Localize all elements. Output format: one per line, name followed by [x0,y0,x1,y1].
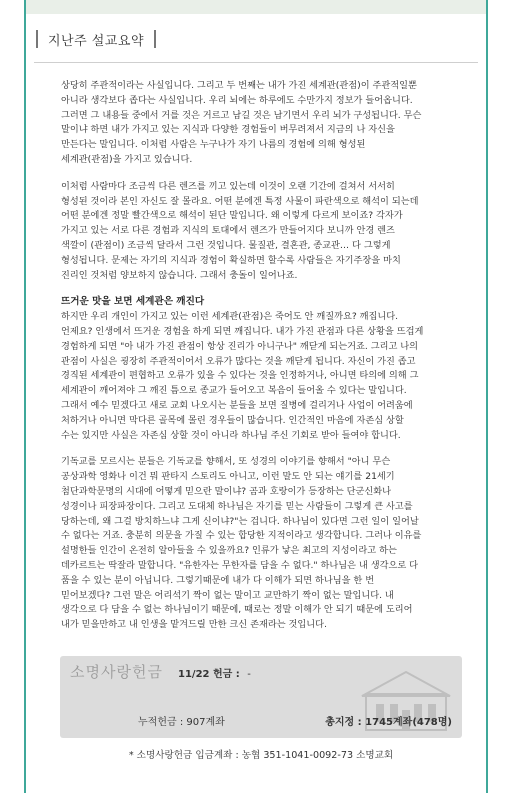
header-divider-right [154,30,156,48]
account-info: * 소명사랑헌금 입금계좌 : 농협 351-1041-0092-73 소명교회 [128,750,394,761]
paragraph-3: 하지만 우리 개인이 가지고 있는 이런 세계관(관점)은 죽어도 안 깨질까요? 깨집니다. 언제요? 인생에서 뜨거운 경험을 하게 되면 깨집니다. 내가 가진 관점과 다른 상황을 뜨겁게 경험하게 되면 "아 내가 가진 관점이 항상 진리가 아니구나" 깨닫게 되는거죠. 그리고 나의 관점이 사실은 굉장히 주관적이어서 오류가 많다는 것을 깨닫게 됩니다. 자신이 가진 좁고 경직된 세계관이 편협하고 오류가 있을 수 있다는 것을 인정하거나, 아니면 타의에 의해 그 세계관이 깨어져야 그 깨진 틈으로 종교가 들어오고 복음이 들어올 수 있다는 말입니다. 그래서 예수 믿겠다고 새로 교회 나오시는 분들을 보면 질병에 걸리거나 사업이 어려움에 처하거나 아니면 막다른 골목에 몰린 경우들이 많습니다. 인간적인 마음에 자존심 상할 수는 있지만 사실은 자존심 상할 것이 아니라 하나님 주신 기회로 받아 들여야 합니다. [61,311,424,441]
weekly-offering-value: - [247,669,251,680]
cumulative-offering: 누적헌금 : 907계좌 [138,717,225,728]
weekly-offering-label: 11/22 헌금 : [178,669,240,680]
total-designated: 총지정 : 1745계좌(478명) [325,717,452,728]
offering-box [60,656,462,738]
offering-brand: 소명사랑헌금 [70,663,163,681]
section-heading: 뜨거운 맛을 보면 세계관은 깨진다 [61,296,205,308]
paragraph-4: 기독교를 모르시는 분들은 기독교를 향해서, 또 성경의 이야기를 향해서 "아니 무슨 공상과학 영화나 이건 뭐 판타지 스토리도 아니고, 이런 말도 안 되는 얘기를 21세기 첨단과학문명의 시대에 어떻게 믿으란 말이냐? 곰과 호랑이가 등장하는 단군신화나 성경이나 피장파장이다. 그리고 도대체 하나님은 자기를 믿는 사람들이 그렇게 큰 사고를 당하는데, 왜 그걸 방치하느냐 그게 신이냐?"는 겁니다. 하나님이 있다면 그런 일이 일어날 수 없다는 거죠. 충분히 의문을 가질 수 있는 합당한 지적이라고 생각합니다. 그러나 이유를 설명한들 인간이 온전히 알아들을 수 있을까요? 인류가 낳은 최고의 지성이라고 하는 데카르트는 딱잘라 말합니다. "유한자는 무한자를 담을 수 없다." 하나님은 내 생각으로 다 품을 수 있는 분이 아닙니다. 그렇기때문에 내가 다 이해가 되면 하나님을 한 번 믿어보겠다? 그런 말은 어리석기 짝이 없는 말이고 교만하기 짝이 없는 말입니다. 내 생각으로 다 담을 수 없는 하나님이기 때문에, 때로는 정말 이해가 안 되기 때문에 도리어 내가 믿을만하고 내 인생을 맡겨드릴 만한 크신 존재라는 것입니다. [61,456,422,631]
sermon-summary-body [61,79,455,645]
paragraph-1: 상당히 주관적이라는 사실입니다. 그리고 두 번째는 내가 가진 세계관(관점)이 주관적일뿐 아니라 생각보다 좁다는 사실입니다. 우리 뇌에는 하루에도 수만가지 정보가 들어옵니다. 그러면 그 내용들 중에서 거를 것은 거르고 남길 것은 남기면서 우리 뇌가 구성됩니다. 무슨 말이냐 하면 내가 가지고 있는 지식과 다양한 경험들이 버무려져서 지금의 나 자신을 만든다는 말입니다. 이처럼 사람은 누구나가 자기 나름의 경험에 의해 형성된 세계관(관점)을 가지고 있습니다. [61,80,422,165]
weekly-offering [178,665,251,680]
left-frame-line [24,0,26,793]
header-divider-left [36,30,38,48]
right-frame-line [486,0,488,793]
page-header [36,24,476,54]
paragraph-2: 이처럼 사람마다 조금씩 다른 렌즈를 끼고 있는데 이것이 오랜 기간에 걸쳐서 서서히 형성된 것이라 본인 자신도 잘 몰라요. 어떤 분에겐 특정 사물이 파란색으로 해석이 되는데 어떤 분에겐 정말 빨간색으로 해석이 된단 말입니다. 왜 이렇게 다르게 보이죠? 각자가 가지고 있는 서로 다른 경험과 지식의 토대에서 렌즈가 만들어지다 보니까 안경 렌즈 색깔이 (관점이) 조금씩 달라서 그런 것입니다. 물질관, 결혼관, 종교관… 다 그렇게 형성됩니다. 문제는 자기의 지식과 경험이 확실하면 할수록 사람들은 자기주장을 마치 진리인 것처럼 양보하지 않습니다. 그래서 충돌이 일어나죠. [61,180,419,281]
page-title: 지난주 설교요약 [48,33,145,49]
header-rule [34,62,478,63]
top-decoration-bar [24,0,488,14]
